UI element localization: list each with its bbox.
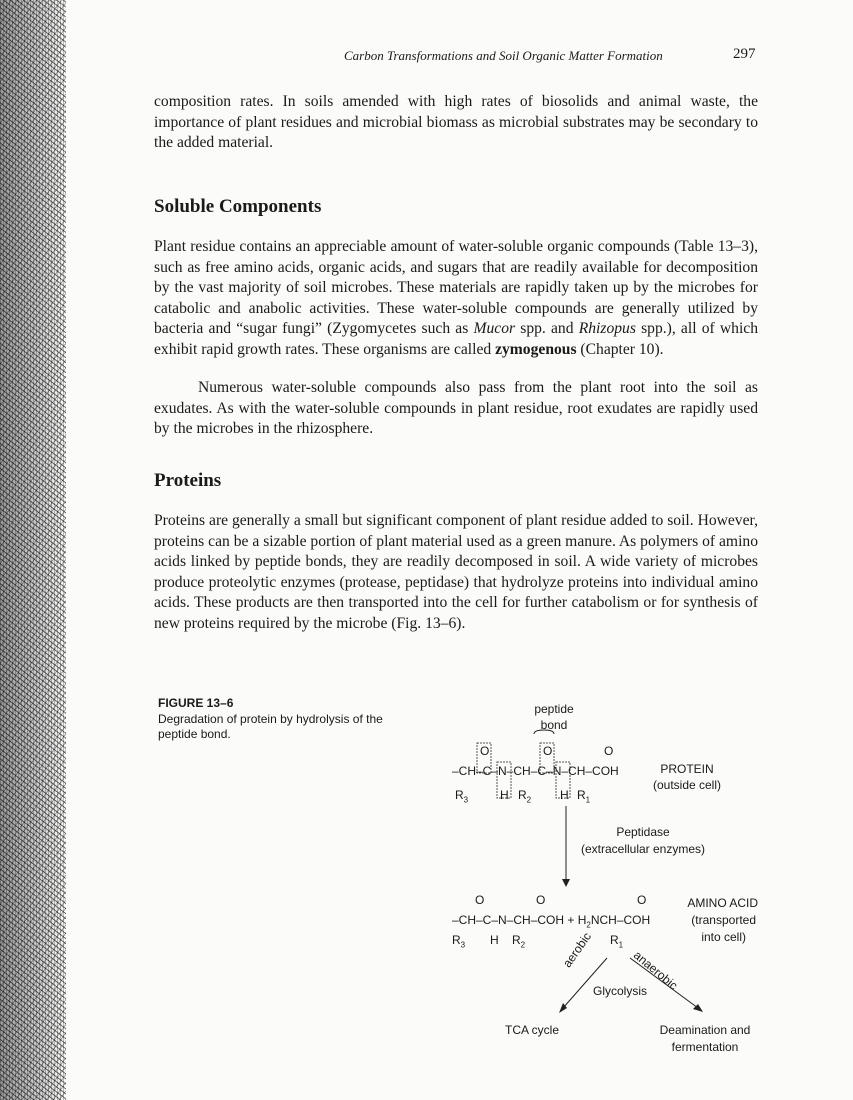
- heading-soluble-components: Soluble Components: [154, 196, 322, 217]
- fermentation-label: fermentation: [671, 1040, 739, 1054]
- product-formula: $-CH-C-N-CH-COH + H_2NCH$–COH: [452, 913, 651, 930]
- deamination-label: Deamination and: [659, 1023, 751, 1037]
- soluble-paragraph-2: Numerous water-soluble compounds also pass from the plant root into the soil as exudates. As with the water-soluble compounds in plant residue, root exudates are rapidly used by the microbes in the rhizosphere.: [154, 379, 758, 437]
- protein-r1: $R_1$: [577, 788, 591, 805]
- soluble-text-a: Plant residue contains an appreciable amount of water-soluble organic compounds (Table 13–3), such as free amino acids, organic acids, and sugars that are readily available for decomposition by the vast majority of soil microbes. These materials are rapidly taken up by the microbes for catabolic and anabolic activities. These water-soluble compounds are generally utilized by bacteria and “sugar fungi” (Zygomycetes such as: [154, 238, 758, 337]
- product-h: H: [490, 933, 499, 947]
- figure-caption: Degradation of protein by hydrolysis of the peptide bond.: [158, 712, 383, 741]
- product-r1: $R_1$: [610, 933, 624, 950]
- product-oxygen-3: O: [637, 893, 647, 907]
- amino-acid-sublabel-1: (transported: [691, 913, 756, 927]
- proteins-paragraph: Proteins are generally a small but significant component of plant residue added to soil. However, proteins can be a sizable portion of plant material used as a green manure. As polymers of amino acids linked by peptide bonds, they are readily decomposed in soil. A wide variety of microbes produce proteolytic enzymes (protease, peptidase) that hydrolyze proteins into individual amino acids. These products are then transported into the cell for further catabolism or for synthesis of new proteins required by the microbe (Fig. 13–6).: [154, 512, 758, 632]
- heading-proteins: Proteins: [154, 470, 222, 491]
- aerobic-label: aerobic: [560, 929, 595, 971]
- genus-rhizopus: Rhizopus: [578, 320, 636, 337]
- protein-oxygen-3: O: [604, 744, 614, 758]
- intro-paragraph: composition rates. In soils amended with high rates of biosolids and animal waste, the importance of plant residues and microbial biomass as microbial substrates may be secondary to the added material.: [154, 93, 758, 151]
- protein-h-1: H: [500, 788, 509, 802]
- tca-cycle-label: TCA cycle: [504, 1023, 559, 1037]
- protein-r2: $R_2$: [518, 788, 532, 805]
- genus-mucor: Mucor: [473, 320, 516, 337]
- figure-title: FIGURE 13–6: [158, 696, 234, 710]
- protein-oxygen-1: O: [480, 744, 490, 758]
- enzyme-sublabel: (extracellular enzymes): [580, 842, 706, 856]
- anaerobic-label: anaerobic: [631, 948, 681, 993]
- glycolysis-label: Glycolysis: [592, 984, 647, 998]
- enzyme-label: Peptidase: [616, 825, 670, 839]
- running-head: Carbon Transformations and Soil Organic Matter Formation: [344, 48, 663, 63]
- page-number: 297: [733, 46, 756, 62]
- peptide-label-line-1: peptide: [534, 702, 574, 716]
- soluble-text-c: spp.), all of which exhibit rapid growth rates. These organisms are called: [154, 320, 758, 358]
- product-r2: $R_2$: [512, 933, 526, 950]
- product-oxygen-2: O: [536, 893, 546, 907]
- protein-formula: –CH–C–N–CH–C–N–CH–COH: [452, 764, 619, 778]
- protein-label: PROTEIN: [660, 762, 714, 776]
- protein-oxygen-2: O: [543, 744, 553, 758]
- protein-sublabel: (outside cell): [652, 778, 722, 792]
- protein-h-2: H: [560, 788, 569, 802]
- soluble-text-b: spp. and: [515, 320, 579, 337]
- protein-r3: $R_3$: [455, 788, 469, 805]
- term-zymogenous: zymogenous: [495, 340, 577, 358]
- soluble-text-d: (Chapter 10).: [576, 340, 664, 358]
- hydrolysis-arrowhead: [562, 879, 570, 887]
- amino-acid-label: AMINO ACID: [687, 896, 758, 910]
- product-oxygen-1: O: [475, 893, 485, 907]
- peptide-label-line-2: bond: [540, 718, 568, 732]
- product-r3: $R_3$: [452, 933, 466, 950]
- amino-acid-sublabel-2: into cell): [701, 930, 746, 944]
